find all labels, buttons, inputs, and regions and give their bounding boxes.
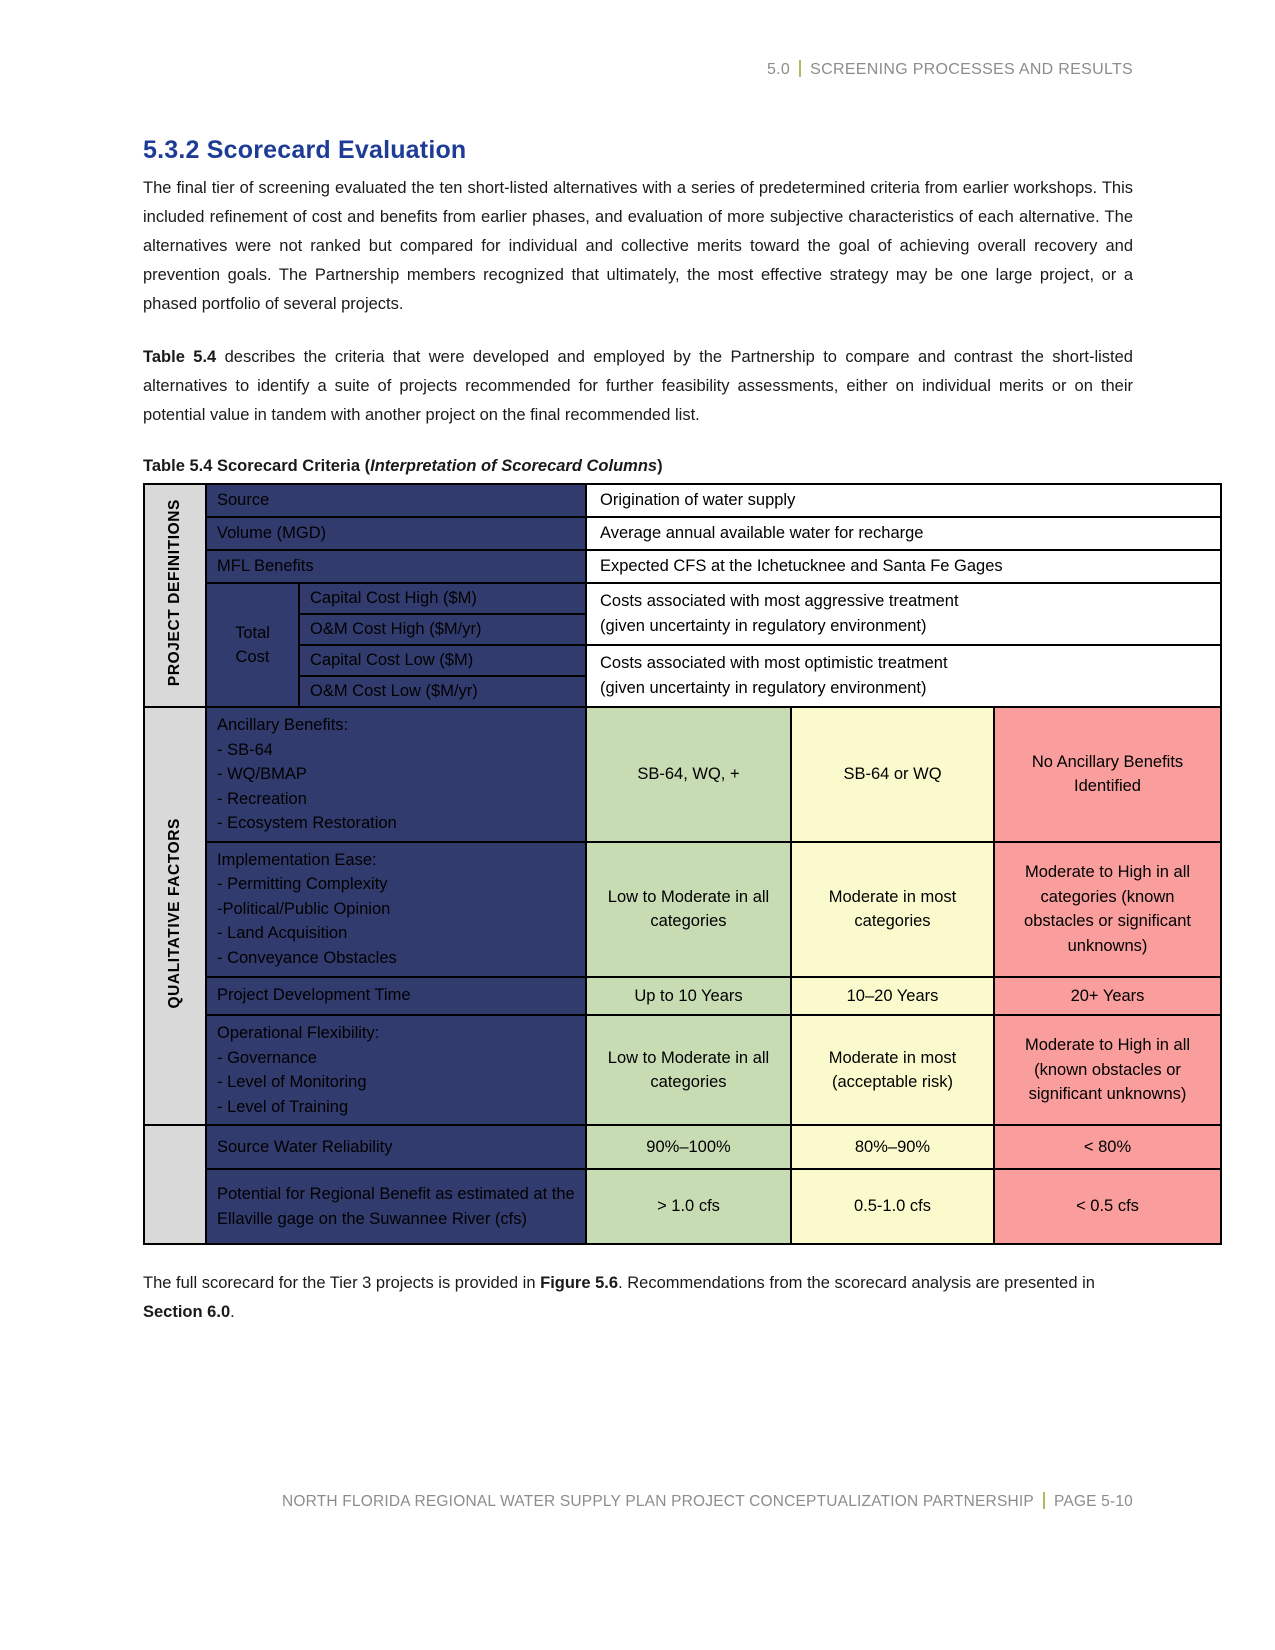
paragraph-2-text: describes the criteria that were developed and employed by the Partnership to compare and contrast the short-listed alternatives to identify a suite of projects recommended for further feasibility assessments, either on individual merits or on their potential value in tandem with another project on the final recommended list. (143, 348, 1133, 424)
sidebar-cell-qualitative-factors (144, 707, 206, 1125)
table-row (144, 977, 1221, 1016)
sidebar-label-qualitative-factors: QUALITATIVE FACTORS (166, 818, 183, 1009)
implementation-ease-item: -Political/Public Opinion (217, 899, 391, 918)
criteria-cell-total-cost: Total Cost (206, 583, 299, 707)
score-cell-yellow: Moderate in most categories (791, 842, 994, 977)
footer-org-name: NORTH FLORIDA REGIONAL WATER SUPPLY PLAN PROJECT CONCEPTUALIZATION PARTNERSHIP (281, 1493, 1034, 1510)
definition-cell-mfl-benefits: Expected CFS at the Ichetucknee and Santa Fe Gages (586, 550, 1221, 583)
table-row (144, 842, 1221, 977)
score-cell-yellow: Moderate in most (acceptable risk) (791, 1015, 994, 1125)
criteria-cell-project-development-time: Project Development Time (206, 977, 586, 1016)
definition-cell-source: Origination of water supply (586, 484, 1221, 517)
figure-reference-bold: Figure 5.6 (540, 1274, 619, 1292)
score-cell-yellow: 10–20 Years (791, 977, 994, 1016)
table-row (144, 484, 1221, 517)
table-row (144, 583, 1221, 614)
score-cell-green: Up to 10 Years (586, 977, 791, 1016)
criteria-cell-capital-cost-high: Capital Cost High ($M) (299, 583, 586, 614)
score-cell-red: Moderate to High in all categories (known obstacles or significant unknowns) (994, 842, 1221, 977)
table-caption-end: ) (657, 457, 663, 475)
table-caption-italic: Interpretation of Scorecard Columns (370, 457, 658, 475)
paragraph-2 (143, 343, 1133, 430)
criteria-cell-implementation-ease (206, 842, 586, 977)
score-cell-red: < 0.5 cfs (994, 1169, 1221, 1244)
score-cell-yellow: SB-64 or WQ (791, 707, 994, 842)
scorecard-criteria-table (143, 483, 1222, 1245)
table-row (144, 1125, 1221, 1169)
header-divider (799, 60, 801, 77)
footer-page-number: PAGE 5-10 (1053, 1493, 1133, 1510)
table-row (144, 1015, 1221, 1125)
definition-cell-volume: Average annual available water for recharge (586, 517, 1221, 550)
table-caption-lead: Table 5.4 Scorecard Criteria ( (143, 457, 371, 475)
page-footer (143, 1492, 1133, 1511)
definition-cell-cost-low (586, 645, 1221, 707)
operational-flexibility-item: - Level of Training (217, 1097, 349, 1116)
ancillary-benefits-title: Ancillary Benefits: (217, 716, 349, 734)
implementation-ease-item: - Permitting Complexity (217, 875, 388, 893)
criteria-cell-operational-flexibility (206, 1015, 586, 1125)
operational-flexibility-title: Operational Flexibility: (217, 1024, 380, 1042)
score-cell-green: Low to Moderate in all categories (586, 1015, 791, 1125)
closing-text: The full scorecard for the Tier 3 projects is provided in (143, 1274, 541, 1292)
score-cell-red: < 80% (994, 1125, 1221, 1169)
criteria-cell-om-cost-high: O&M Cost High ($M/yr) (299, 614, 586, 645)
implementation-ease-title: Implementation Ease: (217, 850, 377, 869)
definition-cost-high-line-2: (given uncertainty in regulatory environment) (600, 617, 927, 635)
score-cell-red: Moderate to High in all (known obstacles or significant unknowns) (994, 1015, 1221, 1125)
ancillary-benefits-item: - WQ/BMAP (217, 765, 307, 783)
criteria-cell-ancillary-benefits (206, 707, 586, 842)
score-cell-green: 90%–100% (586, 1125, 791, 1169)
definition-cost-high-line-1: Costs associated with most aggressive treatment (600, 592, 959, 610)
score-cell-yellow: 80%–90% (791, 1125, 994, 1169)
criteria-cell-regional-benefit: Potential for Regional Benefit as estimated at the Ellaville gage on the Suwannee River (cfs) (206, 1169, 586, 1244)
definition-cost-low-line-1: Costs associated with most optimistic treatment (600, 654, 948, 672)
criteria-cell-source-water-reliability: Source Water Reliability (206, 1125, 586, 1169)
header-section-title: SCREENING PROCESSES AND RESULTS (810, 61, 1133, 78)
sidebar-cell-project-definitions (144, 484, 206, 707)
closing-text: . Recommendations from the scorecard analysis are presented in (618, 1274, 1095, 1292)
sidebar-label-project-definitions: PROJECT DEFINITIONS (166, 499, 183, 687)
ancillary-benefits-item: - Recreation (217, 789, 307, 808)
table-row (144, 707, 1221, 842)
definition-cell-cost-high (586, 583, 1221, 645)
page-header (143, 0, 1133, 79)
score-cell-green: > 1.0 cfs (586, 1169, 791, 1244)
paragraph-1: The final tier of screening evaluated the ten short-listed alternatives with a series of predetermined criteria from earlier workshops. This included refinement of cost and benefits from earlier phases, and evaluation of more subjective characteristics of each alternative. The alternatives were not ranked but compared for individual and collective merits toward the goal of achieving overall recovery and prevention goals. The Partnership members recognized that ultimately, the most effective strategy may be one large project, or a phased portfolio of several projects. (143, 179, 1133, 313)
table-row (144, 1169, 1221, 1244)
criteria-cell-om-cost-low: O&M Cost Low ($M/yr) (299, 676, 586, 707)
implementation-ease-item: - Land Acquisition (217, 924, 348, 942)
operational-flexibility-item: - Level of Monitoring (217, 1073, 367, 1091)
table-row (144, 517, 1221, 550)
criteria-cell-source: Source (206, 484, 586, 517)
table-row (144, 550, 1221, 583)
ancillary-benefits-item: - Ecosystem Restoration (217, 814, 397, 832)
ancillary-benefits-item: - SB-64 (217, 740, 273, 759)
criteria-cell-capital-cost-low: Capital Cost Low ($M) (299, 645, 586, 676)
criteria-cell-volume: Volume (MGD) (206, 517, 586, 550)
implementation-ease-item: - Conveyance Obstacles (217, 948, 397, 967)
criteria-cell-mfl-benefits: MFL Benefits (206, 550, 586, 583)
definition-cost-low-line-2: (given uncertainty in regulatory environment) (600, 679, 927, 697)
operational-flexibility-item: - Governance (217, 1048, 317, 1067)
table-row (144, 645, 1221, 676)
footer-divider (1043, 1492, 1045, 1509)
section-heading: 5.3.2 Scorecard Evaluation (143, 136, 467, 164)
sidebar-spacer-cell (144, 1125, 206, 1244)
score-cell-red: 20+ Years (994, 977, 1221, 1016)
closing-text: . (230, 1303, 235, 1321)
table-caption (143, 457, 1133, 476)
score-cell-green: SB-64, WQ, + (586, 707, 791, 842)
score-cell-green: Low to Moderate in all categories (586, 842, 791, 977)
section-reference-bold: Section 6.0 (143, 1303, 231, 1321)
score-cell-red: No Ancillary Benefits Identified (994, 707, 1221, 842)
closing-paragraph (143, 1269, 1133, 1327)
header-section-number: 5.0 (766, 61, 791, 78)
table-reference-bold: Table 5.4 (143, 348, 217, 366)
score-cell-yellow: 0.5-1.0 cfs (791, 1169, 994, 1244)
